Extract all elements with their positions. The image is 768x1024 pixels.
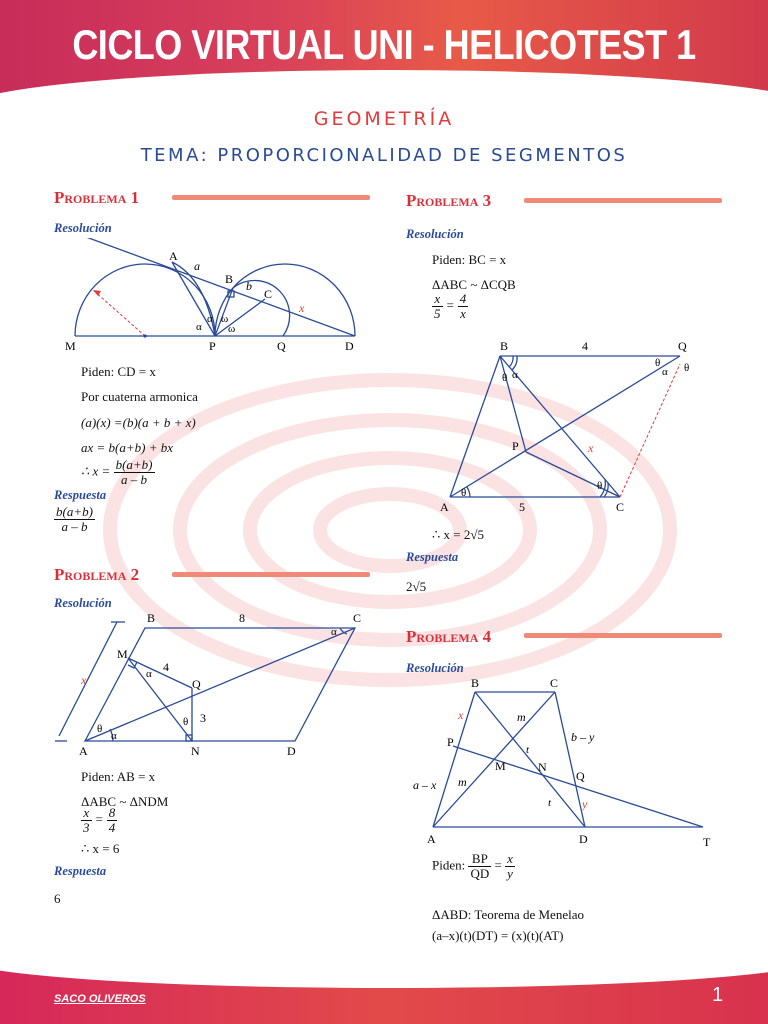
label-omega-1: ω <box>221 313 229 325</box>
problem-3-resolution-label: Resolución <box>406 227 464 241</box>
label-c: C <box>550 676 559 690</box>
label-b-minus-y: b – y <box>571 730 595 744</box>
label-3: 3 <box>200 711 206 725</box>
segment-ba <box>450 356 500 497</box>
label-alpha-2: α <box>207 313 213 325</box>
page-number: 1 <box>712 984 724 1006</box>
label-a-length: a <box>194 259 200 273</box>
problem-3-answer-label: Respuesta <box>406 550 459 564</box>
p1-line-1: Piden: CD = x <box>81 364 156 379</box>
p2-line-1: Piden: AB = x <box>81 769 156 784</box>
problem-2-resolution-label: Resolución <box>54 596 112 610</box>
problem-1-answer-label: Respuesta <box>54 488 107 502</box>
p1-result-prefix: ∴ x = <box>81 463 111 479</box>
p4-line-3: (a–x)(t)(DT) = (x)(t)(AT) <box>432 928 564 943</box>
problem-2-figure <box>55 608 375 758</box>
problem-1-title: Problema 1 <box>54 188 140 207</box>
p2-line-2: ΔABC ~ ΔNDM <box>81 794 169 809</box>
problem-3-figure <box>430 334 730 520</box>
label-q: Q <box>192 677 201 691</box>
p3-line-3: $\frac{x}{5}$ = $\frac{4}{x}$ <box>434 291 467 321</box>
label-alpha-1: α <box>196 321 202 333</box>
p1-line-4: ax = b(a+b) + bx <box>81 440 174 455</box>
segment-mn <box>128 658 192 741</box>
label-b: B <box>471 676 480 690</box>
label-b: B <box>147 611 156 625</box>
radius-dashed <box>93 290 145 336</box>
p4-line-2: ΔABD: Teorema de Menelao <box>432 907 584 922</box>
label-4: 4 <box>582 339 588 353</box>
topic-title: TEMA: PROPORCIONALIDAD DE SEGMENTOS <box>140 145 628 166</box>
p3-answer: 2√5 <box>406 579 427 594</box>
label-p: P <box>512 439 519 453</box>
segment-bd <box>475 692 585 827</box>
p2-line-4: ∴ x = 6 <box>81 841 120 856</box>
diagonal-ac <box>85 628 355 741</box>
footer-brand: SACO OLIVEROS <box>54 993 146 1005</box>
problem-1-figure <box>55 238 375 358</box>
center-dot <box>143 334 146 337</box>
dimension-line <box>59 622 117 736</box>
label-q: Q <box>678 339 687 353</box>
segment-aq <box>450 356 680 497</box>
label-y: y <box>582 797 588 811</box>
label-theta-q1: θ <box>655 357 661 369</box>
segment-mq <box>128 658 192 688</box>
label-theta-n: θ <box>183 716 189 728</box>
p1-answer: $\frac{b(a+b)}{a - b}$ <box>56 504 93 534</box>
label-m: M <box>495 759 506 773</box>
label-m-top: m <box>517 710 526 724</box>
problem-2-rule <box>172 572 370 577</box>
label-d: D <box>345 339 354 353</box>
p1-result-fraction: $\frac{b(a+b)}{a - b}$ <box>115 457 153 487</box>
label-alpha-a: α <box>111 730 117 742</box>
label-t-bottom: t <box>548 797 552 809</box>
label-a: A <box>440 500 449 514</box>
p1-line-2: Por cuaterna armonica <box>81 389 198 404</box>
arrow-head <box>93 290 101 296</box>
p1-line-3: (a)(x) =(b)(a + b + x) <box>81 415 196 430</box>
label-p: P <box>447 735 454 749</box>
label-t: T <box>703 835 711 849</box>
label-a: A <box>427 832 436 846</box>
label-n: N <box>538 760 547 774</box>
label-theta-b: θ <box>502 372 508 384</box>
segment-bc <box>500 356 620 497</box>
problem-4-rule <box>524 633 722 638</box>
label-m: M <box>117 647 128 661</box>
semicircle-right <box>215 264 355 336</box>
label-omega-2: ω <box>228 323 236 335</box>
label-alpha-q: α <box>662 366 668 378</box>
footer-wave <box>0 958 768 988</box>
problem-3-rule <box>524 198 722 203</box>
p3-line-4: ∴ x = 2√5 <box>432 527 484 542</box>
segment-pc <box>526 452 620 497</box>
label-8: 8 <box>239 611 245 625</box>
label-theta-a: θ <box>97 723 103 735</box>
problem-4-figure <box>405 674 725 854</box>
subject-title: GEOMETRÍA <box>313 108 455 130</box>
segment-pt <box>453 746 703 827</box>
p3-line-2: ΔABC ~ ΔCQB <box>432 277 516 292</box>
label-m-bottom: m <box>458 775 467 789</box>
label-x: x <box>588 441 594 455</box>
label-b-length: b <box>246 279 252 293</box>
p2-answer: 6 <box>54 891 61 906</box>
label-t-top: t <box>526 744 530 756</box>
p4-line-1: Piden: $\frac{BP}{QD}$ = $\frac{x}{y}$ <box>432 851 513 881</box>
label-x: x <box>458 708 464 722</box>
label-q: Q <box>576 769 585 783</box>
label-x: x <box>299 301 305 315</box>
p2-line-3: $\frac{x}{3}$ = $\frac{8}{4}$ <box>83 805 116 835</box>
page-footer <box>0 958 768 1024</box>
page-header <box>0 0 768 100</box>
p1-line-5 <box>81 458 155 487</box>
problem-2-answer-label: Respuesta <box>54 864 107 878</box>
problem-1-rule <box>172 195 370 200</box>
label-alpha-b: α <box>512 369 518 381</box>
problem-1-resolution-label: Resolución <box>54 221 112 235</box>
problem-3-title: Problema 3 <box>406 191 492 210</box>
label-alpha-c: α <box>331 626 337 638</box>
label-p: P <box>209 339 216 353</box>
label-4: 4 <box>163 660 169 674</box>
label-q: Q <box>277 339 286 353</box>
label-a: A <box>79 744 88 758</box>
label-d: D <box>579 832 588 846</box>
label-theta-c: θ <box>597 480 603 492</box>
segment-ba <box>433 692 475 827</box>
segment-cd <box>555 692 585 827</box>
label-a-minus-x: a – x <box>413 778 437 792</box>
label-m: M <box>65 339 76 353</box>
problem-4-title: Problema 4 <box>406 627 492 646</box>
label-b: B <box>225 272 234 286</box>
label-x: x <box>81 673 87 687</box>
label-d: D <box>287 744 296 758</box>
problem-4-resolution-label: Resolución <box>406 661 464 675</box>
label-c: C <box>616 500 625 514</box>
label-theta-a: θ <box>461 487 467 499</box>
header-wave <box>0 70 768 100</box>
label-b: B <box>500 339 509 353</box>
header-title: CICLO VIRTUAL UNI - HELICOTEST 1 <box>72 20 696 69</box>
label-theta-q2: θ <box>684 362 690 374</box>
label-c: C <box>264 287 273 301</box>
label-c: C <box>353 611 362 625</box>
label-5: 5 <box>519 500 525 514</box>
problem-2-title: Problema 2 <box>54 565 140 584</box>
p3-line-1: Piden: BC = x <box>432 252 507 267</box>
label-n: N <box>191 744 200 758</box>
label-a: A <box>169 249 178 263</box>
dashed-cq <box>620 364 680 497</box>
label-alpha-m: α <box>146 668 152 680</box>
